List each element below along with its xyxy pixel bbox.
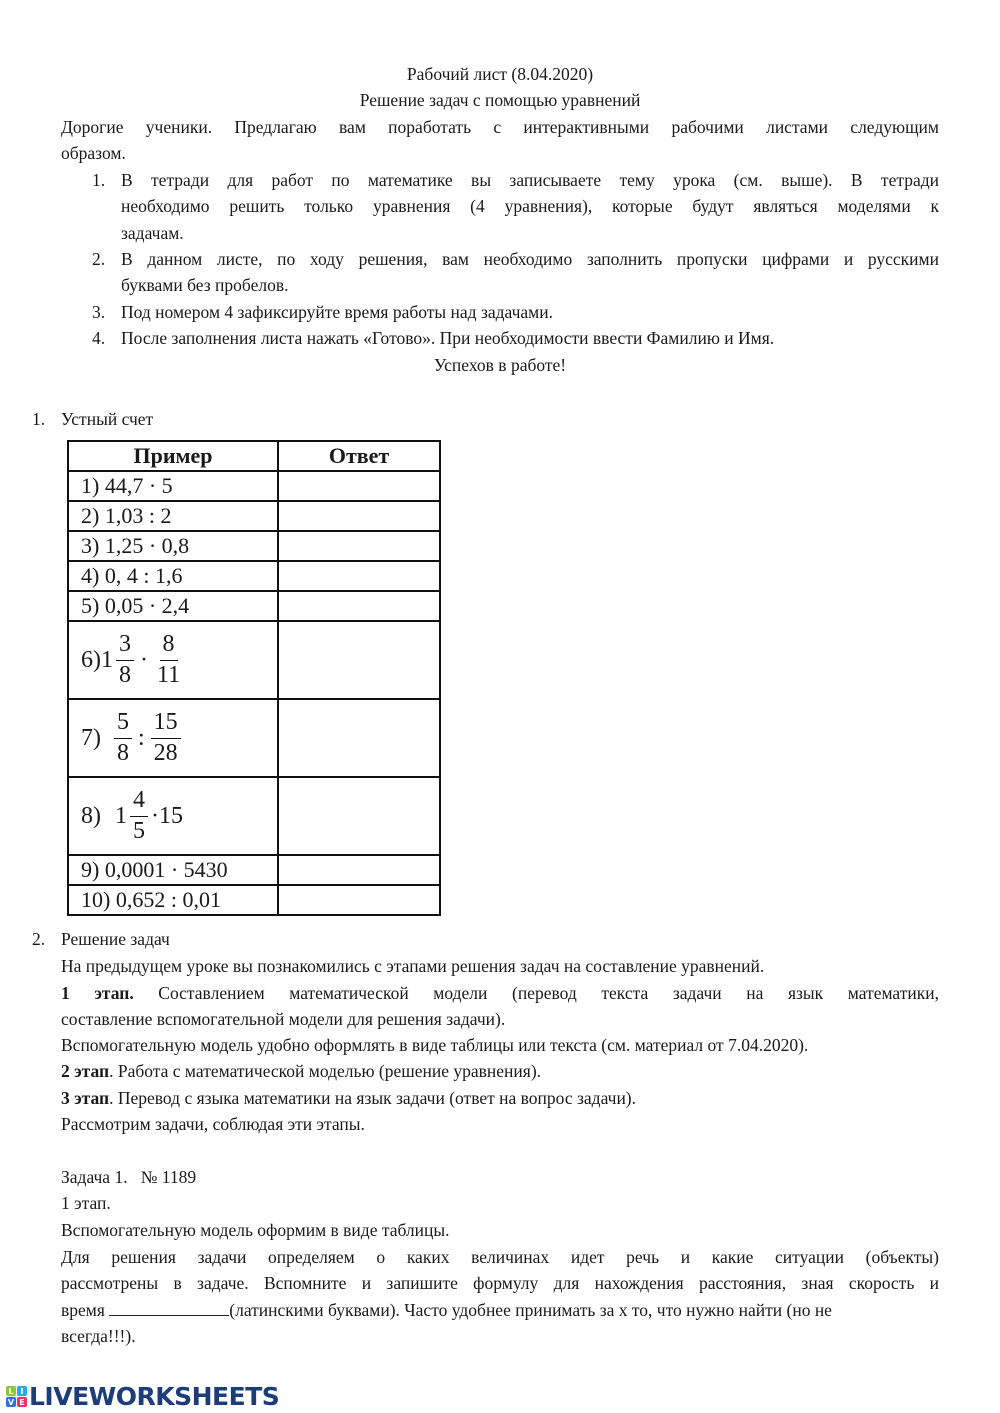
stage-2-label: 2 этап bbox=[61, 1061, 110, 1081]
instruction-text: задачам. bbox=[121, 223, 184, 243]
answer-input-6[interactable] bbox=[278, 621, 440, 699]
task-1-text: Для решения задачи определяем о каких величинах идет речь и какие ситуации (объекты) bbox=[61, 1247, 939, 1267]
example-cell bbox=[68, 777, 278, 855]
fraction-expression bbox=[81, 788, 277, 843]
auxiliary-model-note: Вспомогательную модель удобно оформлять в виде таблицы или текста (см. материал от 7.04.2020). bbox=[61, 1035, 809, 1055]
instruction-text: необходимо решить только уравнения (4 уравнения), которые будут являться моделями к bbox=[121, 196, 939, 216]
answer-input-10[interactable] bbox=[278, 885, 440, 915]
instruction-number: 4. bbox=[92, 328, 106, 348]
answer-input-9[interactable] bbox=[278, 855, 440, 885]
answer-input-8[interactable] bbox=[278, 777, 440, 855]
task-1-title: Задача 1. № 1189 bbox=[61, 1167, 197, 1187]
stage-3-line: 3 этап. Перевод с языка математики на язык задачи (ответ на вопрос задачи). bbox=[61, 1088, 637, 1108]
example-number: 8) bbox=[81, 802, 101, 829]
instruction-text: Под номером 4 зафиксируйте время работы над задачами. bbox=[121, 302, 553, 322]
example-cell: 1) 44,7 · 5 bbox=[68, 471, 278, 501]
worksheet-title: Рабочий лист (8.04.2020) bbox=[406, 64, 594, 84]
section-2-paragraph: На предыдущем уроке вы познакомились с этапами решения задач на составление уравнений. bbox=[61, 956, 765, 976]
table-row bbox=[68, 561, 440, 591]
fraction: $\frac{8}{11}$ bbox=[157, 631, 181, 688]
fraction-expression bbox=[81, 710, 277, 765]
answer-input-3[interactable] bbox=[278, 531, 440, 561]
task-1-text: время (латинскими буквами). Часто удобнее принимать за х то, что нужно найти (но не bbox=[61, 1300, 832, 1320]
table-row bbox=[68, 621, 440, 699]
section-2-paragraph: Рассмотрим задачи, соблюдая эти этапы. bbox=[61, 1114, 365, 1134]
table-row bbox=[68, 855, 440, 885]
task-1-text: Вспомогательную модель оформим в виде таблицы. bbox=[61, 1220, 450, 1240]
example-cell: 4) 0, 4 : 1,6 bbox=[68, 561, 278, 591]
answer-input-5[interactable] bbox=[278, 591, 440, 621]
whole-part: 1 bbox=[115, 802, 127, 829]
worksheet-subtitle: Решение задач с помощью уравнений bbox=[359, 90, 641, 110]
fraction: $\frac{15}{28}$ bbox=[151, 710, 181, 765]
example-number: 6) bbox=[81, 646, 101, 673]
stage-1-line-2: составление вспомогательной модели для решения задачи). bbox=[61, 1009, 506, 1029]
example-cell: 9) 0,0001 · 5430 bbox=[68, 855, 278, 885]
example-cell: 5) 0,05 · 2,4 bbox=[68, 591, 278, 621]
table-row bbox=[68, 777, 440, 855]
task-1-text: рассмотрены в задаче. Вспомните и запишите формулу для нахождения расстояния, зная скорость и bbox=[61, 1273, 939, 1293]
example-number: 7) bbox=[81, 724, 101, 751]
logo-icon: L I V E bbox=[6, 1386, 27, 1407]
table-row bbox=[68, 531, 440, 561]
stage-1-line-1: 1 этап. Составлением математической модели (перевод текста задачи на язык математики, bbox=[61, 983, 939, 1003]
section-1-title: Устный счет bbox=[61, 409, 154, 429]
formula-blank-input[interactable] bbox=[109, 1298, 229, 1316]
closing-text: Успехов в работе! bbox=[433, 355, 567, 375]
section-1-number: 1. bbox=[32, 409, 46, 429]
intro-text-line-2: образом. bbox=[61, 143, 126, 163]
instruction-text: В тетради для работ по математике вы записываете тему урока (см. выше). В тетради bbox=[121, 170, 939, 190]
instruction-number: 2. bbox=[92, 249, 106, 269]
fraction-expression bbox=[81, 632, 277, 687]
answer-input-1[interactable] bbox=[278, 471, 440, 501]
instruction-text: буквами без пробелов. bbox=[121, 275, 289, 295]
section-2-number: 2. bbox=[32, 929, 46, 949]
column-header-example: Пример bbox=[68, 441, 278, 471]
answer-input-7[interactable] bbox=[278, 699, 440, 777]
table-row bbox=[68, 591, 440, 621]
table-row bbox=[68, 471, 440, 501]
stage-3-label: 3 этап bbox=[61, 1088, 110, 1108]
answer-input-4[interactable] bbox=[278, 561, 440, 591]
table-row bbox=[68, 885, 440, 915]
stage-2-line: 2 этап. Работа с математической моделью (решение уравнения). bbox=[61, 1061, 542, 1081]
example-cell: 3) 1,25 · 0,8 bbox=[68, 531, 278, 561]
task-1-stage: 1 этап. bbox=[61, 1193, 111, 1213]
section-2-title: Решение задач bbox=[61, 929, 170, 949]
fraction: $\frac{4}{5}$ bbox=[130, 788, 148, 843]
whole-part: 1 bbox=[101, 646, 113, 673]
example-cell bbox=[68, 699, 278, 777]
example-cell: 2) 1,03 : 2 bbox=[68, 501, 278, 531]
liveworksheets-logo bbox=[6, 1382, 279, 1411]
operator: : bbox=[138, 724, 145, 751]
intro-text-line-1: Дорогие ученики. Предлагаю вам поработать с интерактивными рабочими листами следующим bbox=[61, 117, 939, 137]
instruction-number: 3. bbox=[92, 302, 106, 322]
logo-text: LIVEWORKSHEETS bbox=[29, 1382, 280, 1411]
task-1-text: всегда!!!). bbox=[61, 1326, 136, 1346]
stage-1-label: 1 этап. bbox=[61, 983, 134, 1003]
table-row bbox=[68, 501, 440, 531]
fraction: $\frac{3}{8}$ bbox=[116, 632, 134, 687]
column-header-answer: Ответ bbox=[278, 441, 440, 471]
answer-input-2[interactable] bbox=[278, 501, 440, 531]
operator: · bbox=[151, 802, 159, 829]
instruction-text: После заполнения листа нажать «Готово». При необходимости ввести Фамилию и Имя. bbox=[121, 328, 775, 348]
multiplier: 15 bbox=[159, 802, 183, 829]
instruction-number: 1. bbox=[92, 170, 106, 190]
operator: · bbox=[140, 646, 148, 673]
mental-math-table bbox=[67, 440, 441, 916]
fraction: $\frac{5}{8}$ bbox=[114, 710, 132, 765]
instruction-text: В данном листе, по ходу решения, вам необходимо заполнить пропуски цифрами и русскими bbox=[121, 249, 939, 269]
example-cell: 10) 0,652 : 0,01 bbox=[68, 885, 278, 915]
table-row bbox=[68, 699, 440, 777]
example-cell bbox=[68, 621, 278, 699]
